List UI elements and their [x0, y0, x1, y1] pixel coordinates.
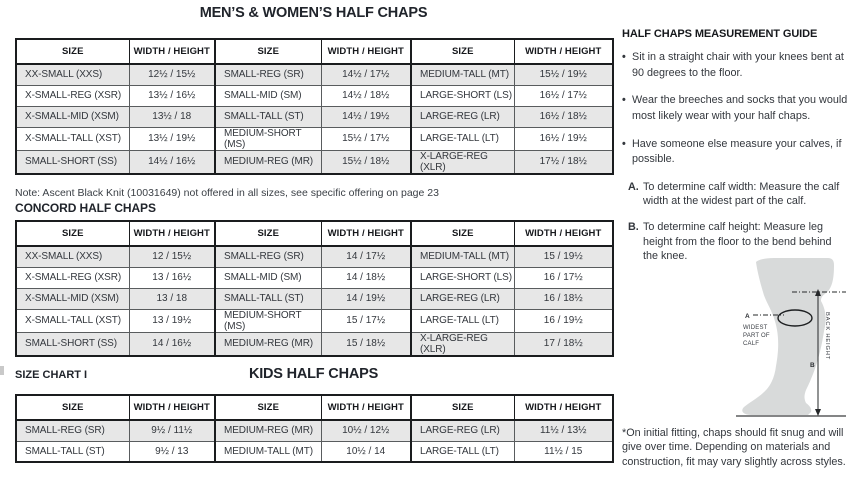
width-height-cell: 16 / 19½ — [514, 309, 613, 332]
page-edge-mark — [0, 366, 4, 375]
table-row — [16, 106, 613, 127]
guide-bullet: • Sit in a straight chair with your knees bent at 90 degrees to the floor. — [622, 50, 848, 81]
size-cell: LARGE-SHORT (LS) — [411, 267, 514, 288]
width-height-cell: 13 / 18 — [129, 288, 215, 309]
column-header: SIZE — [16, 395, 129, 420]
size-cell: SMALL-MID (SM) — [215, 85, 321, 106]
table-header-row — [16, 221, 613, 246]
width-height-cell: 13½ / 18 — [129, 106, 215, 127]
column-header: WIDTH / HEIGHT — [514, 39, 613, 64]
column-header: SIZE — [411, 221, 514, 246]
width-height-cell: 15½ / 17½ — [321, 127, 411, 150]
column-header: SIZE — [215, 395, 321, 420]
label-b: B — [810, 362, 815, 369]
width-height-cell: 14½ / 19½ — [321, 106, 411, 127]
size-cell: LARGE-REG (LR) — [411, 420, 514, 441]
width-height-cell: 13½ / 16½ — [129, 85, 215, 106]
fitting-footnote: *On initial fitting, chaps should fit snug and will give over time. Depending on materials and construction, fit may vary slightly across styles. — [622, 427, 846, 468]
step-a-text: To determine calf width: Measure the calf width at the widest part of the calf. — [643, 180, 840, 208]
column-header: WIDTH / HEIGHT — [514, 395, 613, 420]
column-header: WIDTH / HEIGHT — [514, 221, 613, 246]
size-cell: SMALL-TALL (ST) — [16, 441, 129, 462]
size-cell: SMALL-MID (SM) — [215, 267, 321, 288]
table-row — [16, 64, 613, 85]
size-cell: MEDIUM-TALL (MT) — [411, 64, 514, 85]
size-cell: LARGE-TALL (LT) — [411, 441, 514, 462]
table-row — [16, 150, 613, 174]
size-cell: MEDIUM-TALL (MT) — [411, 246, 514, 267]
guide-bullet-list — [622, 50, 848, 168]
size-cell: XX-SMALL (XXS) — [16, 64, 129, 85]
column-header: WIDTH / HEIGHT — [321, 395, 411, 420]
width-height-cell: 14 / 19½ — [321, 288, 411, 309]
table-row — [16, 288, 613, 309]
size-cell: X-LARGE-REG (XLR) — [411, 150, 514, 174]
size-cell: MEDIUM-SHORT (MS) — [215, 127, 321, 150]
size-cell: X-SMALL-MID (XSM) — [16, 106, 129, 127]
ascent-note: Note: Ascent Black Knit (10031649) not offered in all sizes, see specific offering on page 23 — [15, 187, 439, 199]
column-header: WIDTH / HEIGHT — [129, 39, 215, 64]
width-height-cell: 11½ / 13½ — [514, 420, 613, 441]
column-header: WIDTH / HEIGHT — [321, 221, 411, 246]
width-height-cell: 9½ / 11½ — [129, 420, 215, 441]
size-cell: X-SMALL-TALL (XST) — [16, 127, 129, 150]
column-header: SIZE — [16, 221, 129, 246]
back-height-label: BACK HEIGHT — [824, 312, 830, 361]
page-title: MEN’S & WOMEN’S HALF CHAPS — [199, 5, 428, 21]
width-height-cell: 10½ / 14 — [321, 441, 411, 462]
table-header-row — [16, 395, 613, 420]
size-cell: X-SMALL-REG (XSR) — [16, 85, 129, 106]
concord-table — [15, 220, 614, 357]
size-cell: MEDIUM-REG (MR) — [215, 150, 321, 174]
width-height-cell: 16½ / 19½ — [514, 127, 613, 150]
widest-label-line2: PART OF — [743, 333, 770, 339]
width-height-cell: 16 / 18½ — [514, 288, 613, 309]
guide-bullet: • Have someone else measure your calves, if possible. — [622, 137, 848, 168]
size-cell: SMALL-SHORT (SS) — [16, 150, 129, 174]
widest-label-line1: WIDEST — [743, 325, 768, 331]
leg-measurement-diagram — [734, 256, 847, 424]
label-a: A — [745, 313, 750, 320]
width-height-cell: 15 / 17½ — [321, 309, 411, 332]
width-height-cell: 16 / 17½ — [514, 267, 613, 288]
width-height-cell: 16½ / 17½ — [514, 85, 613, 106]
column-header: SIZE — [411, 395, 514, 420]
size-cell: LARGE-REG (LR) — [411, 106, 514, 127]
table-row — [16, 309, 613, 332]
table-header-row — [16, 39, 613, 64]
width-height-cell: 13 / 19½ — [129, 309, 215, 332]
width-height-cell: 14½ / 17½ — [321, 64, 411, 85]
width-height-cell: 13½ / 19½ — [129, 127, 215, 150]
mens-womens-table — [15, 38, 614, 175]
column-header: SIZE — [215, 221, 321, 246]
size-cell: SMALL-REG (SR) — [215, 64, 321, 85]
width-height-cell: 14 / 18½ — [321, 267, 411, 288]
measurement-guide — [622, 28, 848, 275]
table-row — [16, 127, 613, 150]
size-cell: LARGE-SHORT (LS) — [411, 85, 514, 106]
step-a-label: A. — [628, 180, 639, 193]
kids-title: KIDS HALF CHAPS — [248, 366, 379, 382]
widest-label-line3: CALF — [743, 341, 760, 347]
size-cell: X-SMALL-TALL (XST) — [16, 309, 129, 332]
width-height-cell: 15 / 18½ — [321, 332, 411, 356]
width-height-cell: 17 / 18½ — [514, 332, 613, 356]
guide-bullet: • Wear the breeches and socks that you would most likely wear with your half chaps. — [622, 93, 848, 124]
width-height-cell: 9½ / 13 — [129, 441, 215, 462]
size-cell: LARGE-TALL (LT) — [411, 309, 514, 332]
size-cell: MEDIUM-TALL (MT) — [215, 441, 321, 462]
width-height-cell: 15½ / 18½ — [321, 150, 411, 174]
size-cell: SMALL-TALL (ST) — [215, 288, 321, 309]
table-row — [16, 267, 613, 288]
table-row — [16, 420, 613, 441]
guide-steps — [622, 180, 848, 264]
width-height-cell: 14 / 16½ — [129, 332, 215, 356]
width-height-cell: 16½ / 18½ — [514, 106, 613, 127]
width-height-cell: 12½ / 15½ — [129, 64, 215, 85]
arrow-down — [815, 409, 821, 416]
size-cell: MEDIUM-REG (MR) — [215, 332, 321, 356]
column-header: SIZE — [411, 39, 514, 64]
kids-table — [15, 394, 614, 463]
column-header: WIDTH / HEIGHT — [129, 221, 215, 246]
column-header: WIDTH / HEIGHT — [129, 395, 215, 420]
size-cell: X-SMALL-MID (XSM) — [16, 288, 129, 309]
size-cell: LARGE-REG (LR) — [411, 288, 514, 309]
width-height-cell: 17½ / 18½ — [514, 150, 613, 174]
size-cell: X-LARGE-REG (XLR) — [411, 332, 514, 356]
table-row — [16, 85, 613, 106]
table-row — [16, 441, 613, 462]
column-header: WIDTH / HEIGHT — [321, 39, 411, 64]
concord-heading: CONCORD HALF CHAPS — [15, 201, 156, 215]
width-height-cell: 14½ / 18½ — [321, 85, 411, 106]
width-height-cell: 13 / 16½ — [129, 267, 215, 288]
width-height-cell: 15½ / 19½ — [514, 64, 613, 85]
width-height-cell: 14½ / 16½ — [129, 150, 215, 174]
step-b-text: To determine calf height: Measure leg height from the floor to the bend behind the knee. — [643, 220, 832, 263]
width-height-cell: 14 / 17½ — [321, 246, 411, 267]
size-chart-label: SIZE CHART I — [15, 369, 88, 381]
step-a — [628, 180, 848, 209]
size-cell: X-SMALL-REG (XSR) — [16, 267, 129, 288]
size-cell: SMALL-TALL (ST) — [215, 106, 321, 127]
table-row — [16, 332, 613, 356]
column-header: SIZE — [16, 39, 129, 64]
width-height-cell: 11½ / 15 — [514, 441, 613, 462]
width-height-cell: 12 / 15½ — [129, 246, 215, 267]
size-cell: MEDIUM-SHORT (MS) — [215, 309, 321, 332]
size-cell: LARGE-TALL (LT) — [411, 127, 514, 150]
width-height-cell: 10½ / 12½ — [321, 420, 411, 441]
guide-title: HALF CHAPS MEASUREMENT GUIDE — [622, 28, 818, 40]
table-row — [16, 246, 613, 267]
size-cell: XX-SMALL (XXS) — [16, 246, 129, 267]
column-header: SIZE — [215, 39, 321, 64]
size-cell: MEDIUM-REG (MR) — [215, 420, 321, 441]
size-cell: SMALL-REG (SR) — [215, 246, 321, 267]
step-b-label: B. — [628, 220, 639, 233]
size-cell: SMALL-REG (SR) — [16, 420, 129, 441]
width-height-cell: 15 / 19½ — [514, 246, 613, 267]
size-cell: SMALL-SHORT (SS) — [16, 332, 129, 356]
